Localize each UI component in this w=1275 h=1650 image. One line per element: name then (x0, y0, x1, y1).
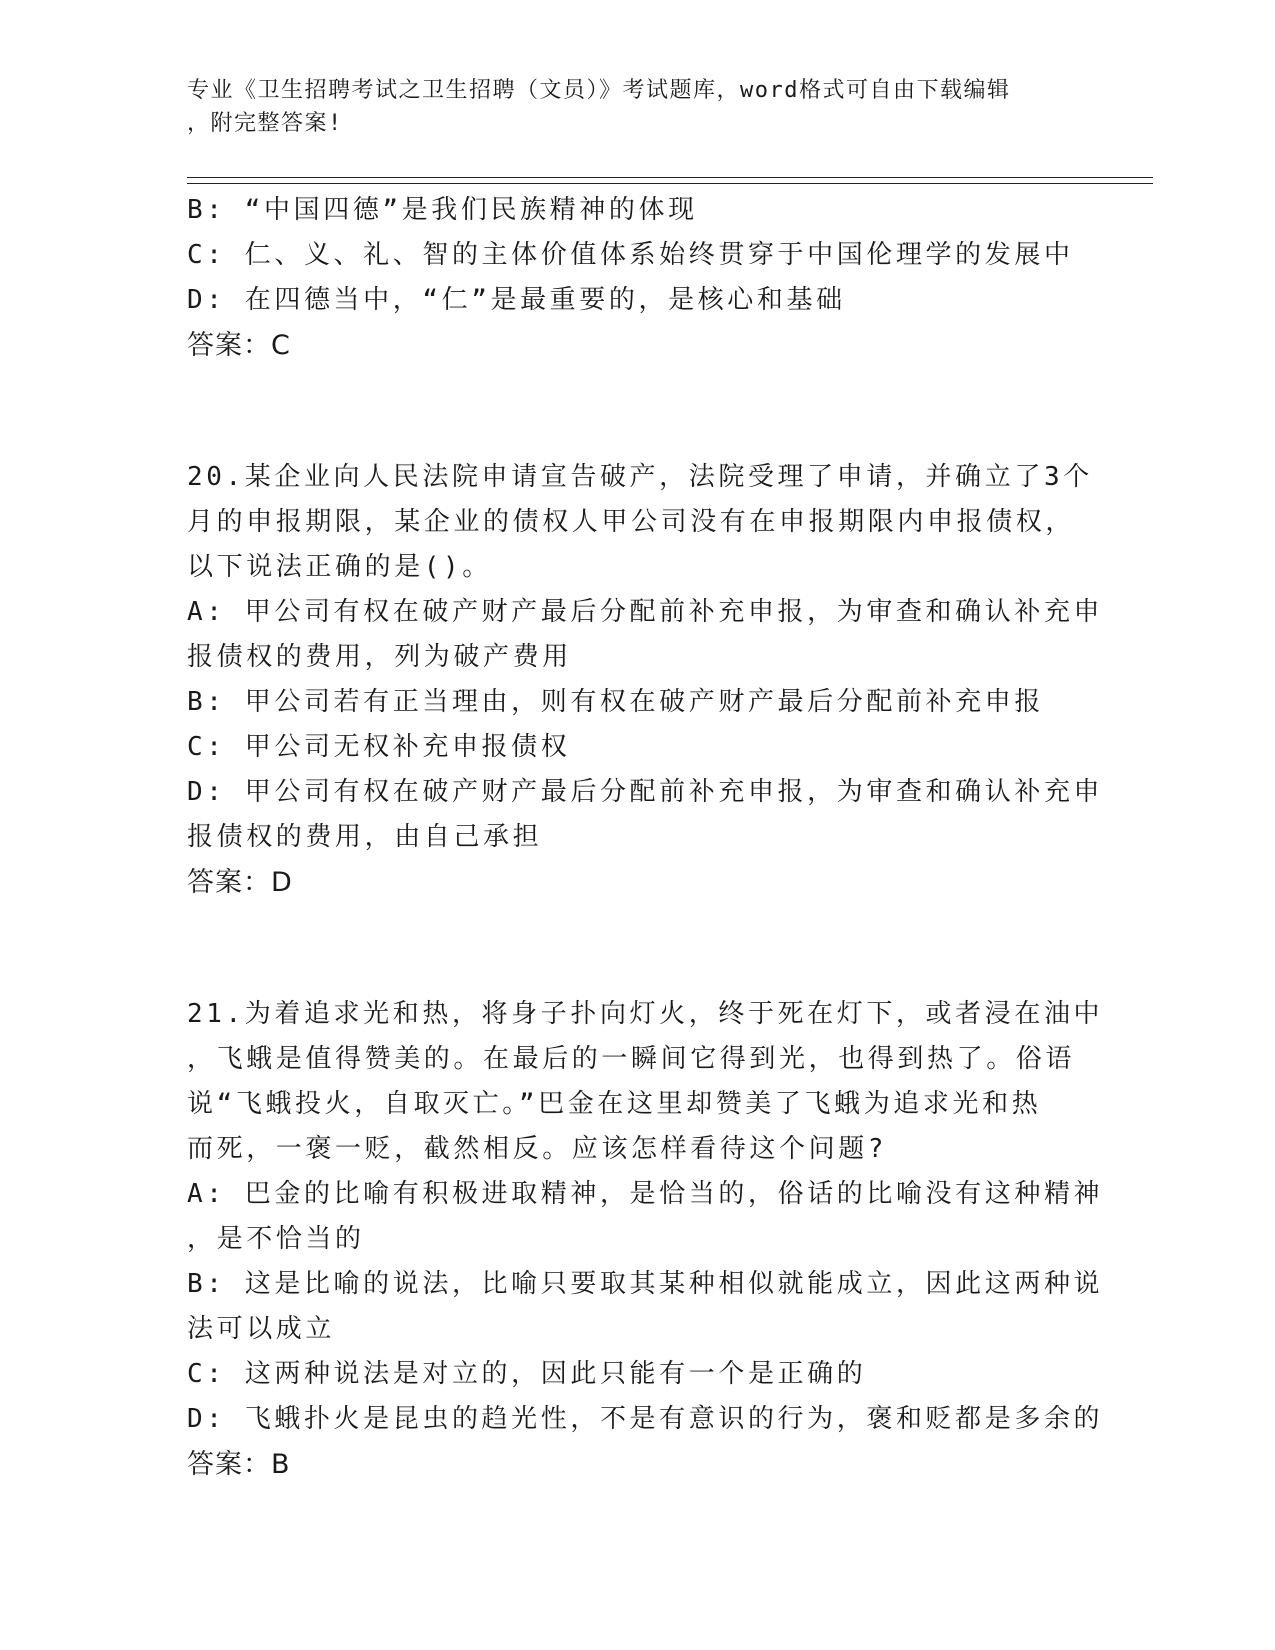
option-c: C: 这两种说法是对立的，因此只能有一个是正确的 (187, 1359, 867, 1389)
option-a: 报债权的费用，列为破产费用 (187, 642, 572, 672)
answer-line: 答案：C (187, 330, 291, 361)
question-text: ，飞蛾是值得赞美的。在最后的一瞬间它得到光，也得到热了。俗语 (187, 1044, 1076, 1074)
question-text: 20.某企业向人民法院申请宣告破产，法院受理了申请，并确立了3个 (187, 462, 1093, 492)
question-text: 而死，一褒一贬，截然相反。应该怎样看待这个问题? (187, 1134, 888, 1164)
question-block (187, 188, 1074, 368)
option-d: 报债权的费用，由自己承担 (187, 822, 543, 852)
option-d: D: 飞蛾扑火是昆虫的趋光性，不是有意识的行为，褒和贬都是多余的 (187, 1404, 1104, 1434)
option-c: C: 甲公司无权补充申报债权 (187, 732, 571, 762)
option-b: 法可以成立 (187, 1314, 336, 1344)
option-d: D: 在四德当中，“仁”是最重要的，是核心和基础 (187, 285, 846, 315)
answer-line: 答案：B (187, 1449, 291, 1480)
block-spacer (187, 905, 1067, 992)
header-rule-top (187, 177, 1153, 178)
option-a: A: 甲公司有权在破产财产最后分配前补充申报，为审查和确认补充申 (187, 597, 1104, 627)
option-a: A: 巴金的比喻有积极进取精神，是恰当的，俗话的比喻没有这种精神 (187, 1179, 1104, 1209)
question-text: 说“飞蛾投火，自取灭亡。”巴金在这里却赞美了飞蛾为追求光和热 (187, 1089, 1042, 1119)
option-c: C: 仁、义、礼、智的主体价值体系始终贯穿于中国伦理学的发展中 (187, 240, 1074, 270)
header-rule-bottom (187, 183, 1153, 184)
question-content (187, 188, 1104, 1487)
block-spacer (187, 368, 1067, 455)
option-b: B: “中国四德”是我们民族精神的体现 (187, 195, 698, 225)
option-b: B: 这是比喻的说法，比喻只要取其某种相似就能成立，因此这两种说 (187, 1269, 1104, 1299)
option-d: D: 甲公司有权在破产财产最后分配前补充申报，为审查和确认补充申 (187, 777, 1104, 807)
document-header (187, 74, 1067, 140)
question-block (187, 992, 1104, 1487)
option-b: B: 甲公司若有正当理由，则有权在破产财产最后分配前补充申报 (187, 687, 1044, 717)
answer-line: 答案：D (187, 867, 293, 898)
option-a: ，是不恰当的 (187, 1224, 365, 1254)
question-text: 以下说法正确的是()。 (187, 552, 492, 582)
header-line-1: 专业《卫生招聘考试之卫生招聘（文员）》考试题库，word格式可自由下载编辑 (187, 78, 1011, 103)
header-line-2: ，附完整答案! (187, 111, 343, 136)
question-text: 21.为着追求光和热，将身子扑向灯火，终于死在灯下，或者浸在油中 (187, 999, 1104, 1029)
question-text: 月的申报期限，某企业的债权人甲公司没有在申报期限内申报债权， (187, 507, 1076, 537)
question-block (187, 455, 1104, 905)
